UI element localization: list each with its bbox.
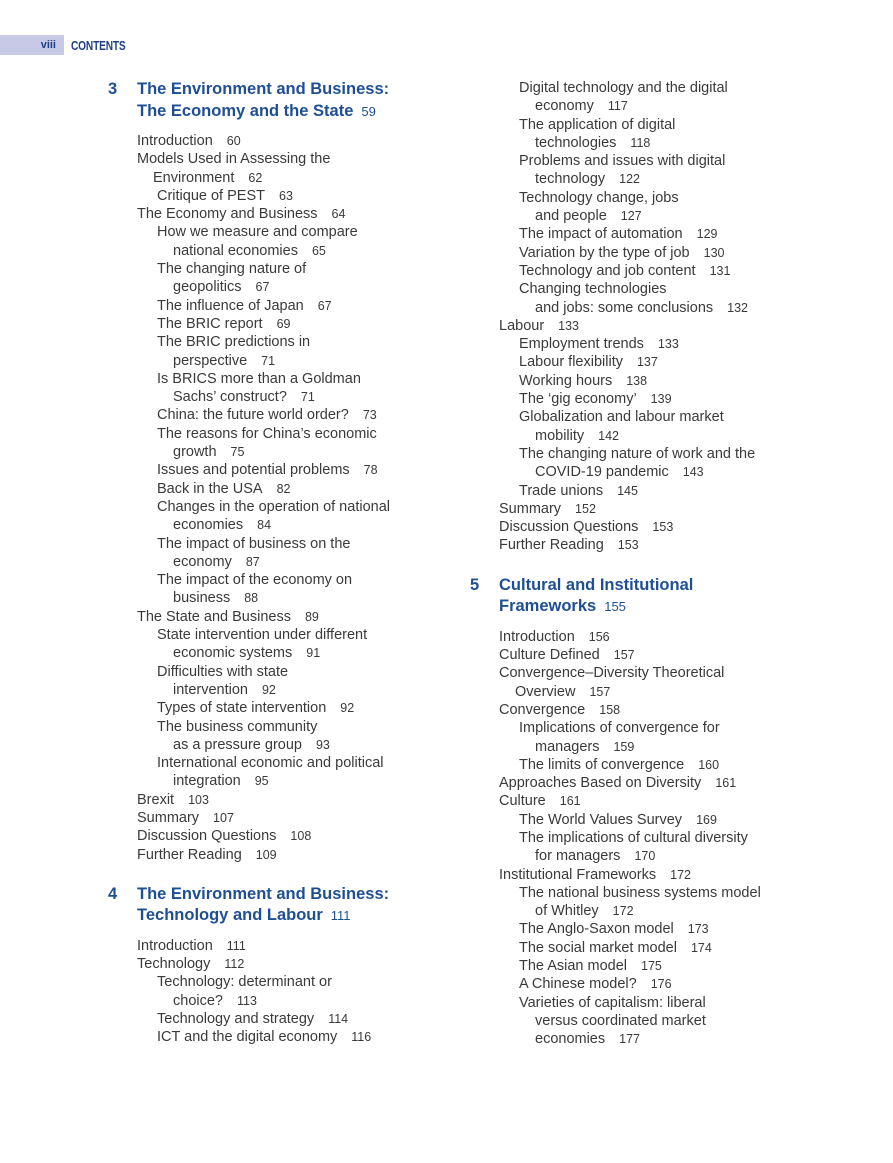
toc-entry (499, 225, 893, 243)
toc-entry-text: and jobs: some conclusions 132 (535, 299, 748, 316)
chapter-title-line: Technology and Labour (137, 906, 323, 925)
toc-entry-text: Labour flexibility 137 (519, 354, 658, 371)
toc-entry-text: Globalization and labour market (519, 409, 724, 426)
toc-entry-page: 130 (703, 245, 725, 260)
toc-entry (499, 372, 893, 390)
toc-entry-page: 109 (255, 847, 277, 862)
toc-entry-text: Summary 107 (137, 809, 234, 826)
toc-entry-text: versus coordinated market (535, 1012, 706, 1029)
toc-entry-text: national economies 65 (173, 242, 326, 259)
toc-entry (499, 280, 893, 317)
toc-entry-text: The BRIC report 69 (157, 315, 291, 332)
toc-entry-text: Technology and job content 131 (519, 262, 731, 279)
toc-entry-page: 131 (709, 263, 731, 278)
toc-entry-page: 159 (613, 739, 635, 754)
toc-entry-page: 142 (598, 428, 620, 443)
chapter-title (137, 884, 389, 927)
toc-entry-text: Is BRICS more than a Goldman (157, 370, 361, 387)
toc-entry-page: 157 (613, 648, 635, 663)
chapter-title (137, 79, 389, 122)
toc-entry (499, 756, 893, 774)
toc-entry (499, 664, 893, 701)
toc-entry-page: 67 (317, 298, 332, 313)
toc-entry-text: ICT and the digital economy 116 (157, 1029, 372, 1046)
toc-entry-page: 112 (224, 957, 245, 972)
toc-entry-page: 92 (261, 682, 276, 697)
toc-entry-page: 75 (230, 445, 245, 460)
toc-entry-text: technology 122 (535, 171, 640, 188)
toc-entry-page: 129 (696, 227, 718, 242)
toc-entry-text: economy 87 (173, 553, 260, 570)
toc-entry (499, 774, 893, 792)
toc-entry-text: intervention 92 (173, 681, 276, 698)
toc-entry-page: 116 (351, 1030, 372, 1045)
toc-entry-page: 67 (255, 280, 270, 295)
toc-entry-page: 92 (340, 701, 355, 716)
toc-entry (499, 939, 893, 957)
toc-entry-page: 71 (300, 390, 315, 405)
toc-entry-page: 139 (650, 392, 672, 407)
toc-entry-page: 91 (306, 646, 321, 661)
toc-entry-page: 177 (619, 1032, 640, 1047)
toc-entry-page: 117 (607, 99, 628, 114)
toc-entry-text: choice? 113 (173, 992, 257, 1009)
toc-entry (499, 335, 893, 353)
right-column (470, 79, 893, 1049)
toc-entry-text: The implications of cultural diversity (519, 829, 748, 846)
toc-entry-text: integration 95 (173, 773, 269, 790)
toc-entry-text: Critique of PEST 63 (157, 187, 293, 204)
toc-entry-text: The impact of automation 129 (519, 226, 718, 243)
toc-entry-page: 88 (244, 591, 259, 606)
toc-entry (499, 408, 893, 445)
toc-entry-page: 93 (315, 737, 330, 752)
toc-entry (499, 701, 893, 719)
chapter-heading (470, 575, 893, 618)
toc-entry-page: 107 (213, 810, 234, 825)
toc-entry-text: A Chinese model? 176 (519, 976, 672, 993)
toc-entry (499, 975, 893, 993)
toc-entry-text: Changes in the operation of national (157, 498, 390, 515)
toc-entry-text: Further Reading 109 (137, 846, 277, 863)
toc-entry (499, 262, 893, 280)
running-title: CONTENTS (71, 37, 126, 53)
toc-entry-text: Employment trends 133 (519, 336, 679, 353)
toc-entry (499, 317, 893, 335)
toc-entry (499, 829, 893, 866)
toc-entry (499, 628, 893, 646)
toc-entry-page: 145 (617, 483, 638, 498)
toc-entry-page: 108 (290, 829, 312, 844)
toc-entry (499, 536, 893, 554)
toc-entry-page: 132 (727, 300, 748, 315)
toc-entry-page: 113 (236, 993, 257, 1008)
toc-entry-page: 65 (311, 243, 326, 258)
toc-entry-page: 133 (558, 318, 580, 333)
toc-entry-text: Technology and strategy 114 (157, 1011, 349, 1028)
toc-entry (499, 152, 893, 189)
toc-entry-text: Models Used in Assessing the (137, 151, 331, 168)
toc-entry (499, 920, 893, 938)
toc-entry-text: Further Reading 153 (499, 537, 639, 554)
toc-entry-text: of Whitley 172 (535, 903, 634, 920)
chapter-number: 3 (108, 80, 118, 98)
toc-entry-text: Approaches Based on Diversity 161 (499, 775, 737, 792)
toc-entry-page: 114 (328, 1012, 349, 1027)
toc-entries (499, 79, 893, 555)
toc-entry (499, 994, 893, 1049)
toc-entry-page: 82 (276, 481, 291, 496)
toc-entry-text: business 88 (173, 590, 259, 607)
toc-entry-text: The World Values Survey 169 (519, 811, 717, 828)
toc-entry-text: International economic and political (157, 755, 384, 772)
toc-entry-text: Issues and potential problems 78 (157, 462, 378, 479)
toc-entry-page: 172 (670, 867, 691, 882)
toc-entry-text: Overview 157 (515, 683, 611, 700)
toc-entry-text: Variation by the type of job 130 (519, 244, 725, 261)
toc-entry-text: The influence of Japan 67 (157, 297, 332, 314)
toc-entry-text: for managers 170 (535, 848, 656, 865)
running-header (0, 35, 143, 55)
toc-entry-text: Culture Defined 157 (499, 647, 635, 664)
toc-entry-page: 64 (331, 207, 346, 222)
toc-entry-page: 95 (254, 774, 269, 789)
chapter-title-line: The Environment and Business: (137, 80, 390, 98)
toc-entry-page: 127 (620, 209, 642, 224)
toc-entry-page: 63 (279, 188, 293, 203)
toc-entry-page: 157 (589, 684, 611, 699)
toc-entry-page: 73 (362, 408, 377, 423)
toc-entry-text: Discussion Questions 153 (499, 519, 674, 536)
toc-entry-text: Brexit 103 (137, 791, 209, 808)
toc-entry-page: 62 (248, 170, 263, 185)
chapter-title-line: Cultural and Institutional (499, 575, 694, 594)
toc-entry-text: Trade unions 145 (519, 482, 638, 499)
toc-entry-page: 176 (650, 977, 672, 992)
toc-entry (499, 811, 893, 829)
chapter-title-line: The Environment and Business: (137, 884, 390, 903)
toc-entry-page: 111 (226, 938, 246, 953)
toc-entry-text: The changing nature of work and the (519, 445, 756, 462)
toc-entry-text: The impact of business on the (157, 535, 351, 552)
toc-entry (499, 189, 893, 226)
toc-entry-page: 169 (696, 812, 717, 827)
toc-entry-text: China: the future world order? 73 (157, 407, 377, 424)
toc-entry-text: economic systems 91 (173, 645, 321, 662)
toc-entry-text: The changing nature of (157, 261, 307, 278)
toc-entry-text: Types of state intervention 92 (157, 700, 355, 717)
toc-entry-text: Summary 152 (499, 500, 596, 517)
toc-entry-page: 87 (245, 554, 260, 569)
toc-entry-text: mobility 142 (535, 427, 620, 444)
toc-entry-page: 158 (599, 702, 621, 717)
toc-entry-text: economies 177 (535, 1031, 640, 1048)
toc-entry-page: 161 (715, 776, 737, 791)
toc-entry-text: The State and Business 89 (137, 608, 319, 625)
toc-entry-text: Discussion Questions 108 (137, 828, 312, 845)
chapter-title-line: Frameworks (499, 597, 597, 616)
chapter-title-line: The Economy and the State (137, 101, 354, 120)
toc-entry-text: The Economy and Business 64 (137, 206, 346, 223)
toc-entry (499, 390, 893, 408)
toc-entry (499, 244, 893, 262)
toc-entry-text: Technology 112 (137, 956, 245, 973)
toc-entry-text: Labour 133 (499, 317, 580, 334)
toc-entry-text: Technology: determinant or (157, 974, 332, 991)
toc-entry-page: 172 (612, 904, 634, 919)
toc-entry (499, 884, 893, 921)
toc-entry-page: 138 (626, 373, 648, 388)
toc-entry-text: managers 159 (535, 738, 635, 755)
toc-entry-text: The limits of convergence 160 (519, 756, 720, 773)
toc-entry (499, 353, 893, 371)
toc-entry (499, 866, 893, 884)
toc-entry (499, 646, 893, 664)
toc-entry-text: perspective 71 (173, 352, 276, 369)
toc-entry-page: 133 (657, 337, 679, 352)
toc-entry-page: 161 (559, 794, 581, 809)
toc-entry-text: The ‘gig economy’ 139 (519, 391, 672, 408)
toc-entry (499, 445, 893, 482)
toc-entry-text: Sachs’ construct? 71 (173, 389, 315, 406)
toc-entry-text: The application of digital (519, 116, 676, 133)
toc-entry-page: 170 (634, 849, 656, 864)
toc-entry (499, 518, 893, 536)
chapter-page: 155 (604, 599, 626, 615)
toc-entry-page: 71 (261, 353, 276, 368)
toc-entry-text: Convergence–Diversity Theoretical (499, 665, 725, 682)
toc-entry-text: The business community (157, 718, 318, 735)
toc-entry-text: State intervention under different (157, 627, 368, 644)
toc-entry-text: economy 117 (535, 98, 628, 115)
toc-entry-text: geopolitics 67 (173, 279, 270, 296)
toc-entry-text: Digital technology and the digital (519, 80, 728, 96)
toc-entry-page: 175 (641, 959, 662, 974)
toc-entry-page: 60 (226, 134, 241, 148)
toc-entry-text: Institutional Frameworks 172 (499, 866, 691, 883)
toc-entry-page: 173 (687, 922, 709, 937)
toc-entry-page: 143 (682, 465, 704, 480)
toc-entry-text: Convergence 158 (499, 701, 621, 718)
toc-entry (499, 500, 893, 518)
toc-entry-text: The national business systems model (519, 884, 761, 901)
toc-entry-page: 84 (257, 518, 272, 533)
toc-entry-page: 78 (363, 463, 378, 478)
toc-entry-text: technologies 118 (535, 134, 651, 151)
toc-entry-text: How we measure and compare (157, 224, 358, 241)
toc-entry-text: The BRIC predictions in (157, 334, 311, 351)
toc-entry-text: Problems and issues with digital (519, 153, 726, 170)
toc-entry-page: 89 (304, 609, 319, 624)
toc-entry-text: The reasons for China’s economic (157, 425, 377, 442)
toc-entry-page: 118 (630, 135, 651, 150)
toc-entry-page: 153 (652, 520, 674, 535)
toc-entry-text: Difficulties with state (157, 663, 289, 680)
chapter-title (499, 575, 693, 618)
toc-entry-page: 156 (588, 629, 610, 644)
toc-entry (499, 79, 893, 116)
toc-entry-text: The Anglo-Saxon model 173 (519, 921, 709, 938)
toc-entry-text: Back in the USA 82 (157, 480, 291, 497)
toc-entry (499, 792, 893, 810)
toc-entry-text: The impact of the economy on (157, 572, 353, 589)
toc-entry-text: Environment 62 (153, 169, 263, 186)
toc-entry-text: Working hours 138 (519, 372, 648, 389)
toc-entries (499, 628, 893, 1049)
toc-entry-page: 160 (698, 757, 720, 772)
toc-entry-page: 69 (276, 316, 291, 331)
toc-entry-page: 137 (636, 355, 658, 370)
toc-entry-text: The social market model 174 (519, 939, 712, 956)
toc-entry-text: COVID-19 pandemic 143 (535, 464, 704, 481)
toc-entry-text: and people 127 (535, 208, 642, 225)
toc-entry-page: 152 (575, 501, 596, 516)
chapter-page: 59 (361, 103, 376, 119)
toc-entry-text: Culture 161 (499, 793, 581, 810)
toc-entry-text: as a pressure group 93 (173, 736, 330, 753)
toc-entry-text: economies 84 (173, 517, 272, 534)
chapter-number: 4 (108, 884, 118, 903)
toc-entry (499, 482, 893, 500)
toc-entry-text: Implications of convergence for (519, 720, 720, 737)
toc-entry-page: 174 (690, 940, 712, 955)
toc-entry-text: growth 75 (173, 444, 245, 461)
toc-entry (499, 116, 893, 153)
toc-entry-text: Technology change, jobs (519, 189, 679, 206)
toc-entry-page: 153 (617, 538, 639, 553)
chapter-page: 111 (330, 908, 351, 924)
toc-entry-text: Varieties of capitalism: liberal (519, 994, 706, 1011)
toc-entry (499, 719, 893, 756)
toc-entry-page: 122 (619, 172, 640, 187)
chapter-number: 5 (470, 575, 480, 594)
toc-entry-text: Introduction 111 (137, 937, 246, 954)
toc-entry-text: Changing technologies (519, 281, 667, 298)
toc-entry-text: Introduction 60 (137, 133, 241, 149)
toc-entry-text: The Asian model 175 (519, 958, 662, 975)
toc-entry-text: Introduction 156 (499, 628, 610, 645)
page-number-tab: viii (0, 35, 64, 55)
toc-entry (499, 957, 893, 975)
toc-entry-page: 103 (188, 792, 209, 807)
